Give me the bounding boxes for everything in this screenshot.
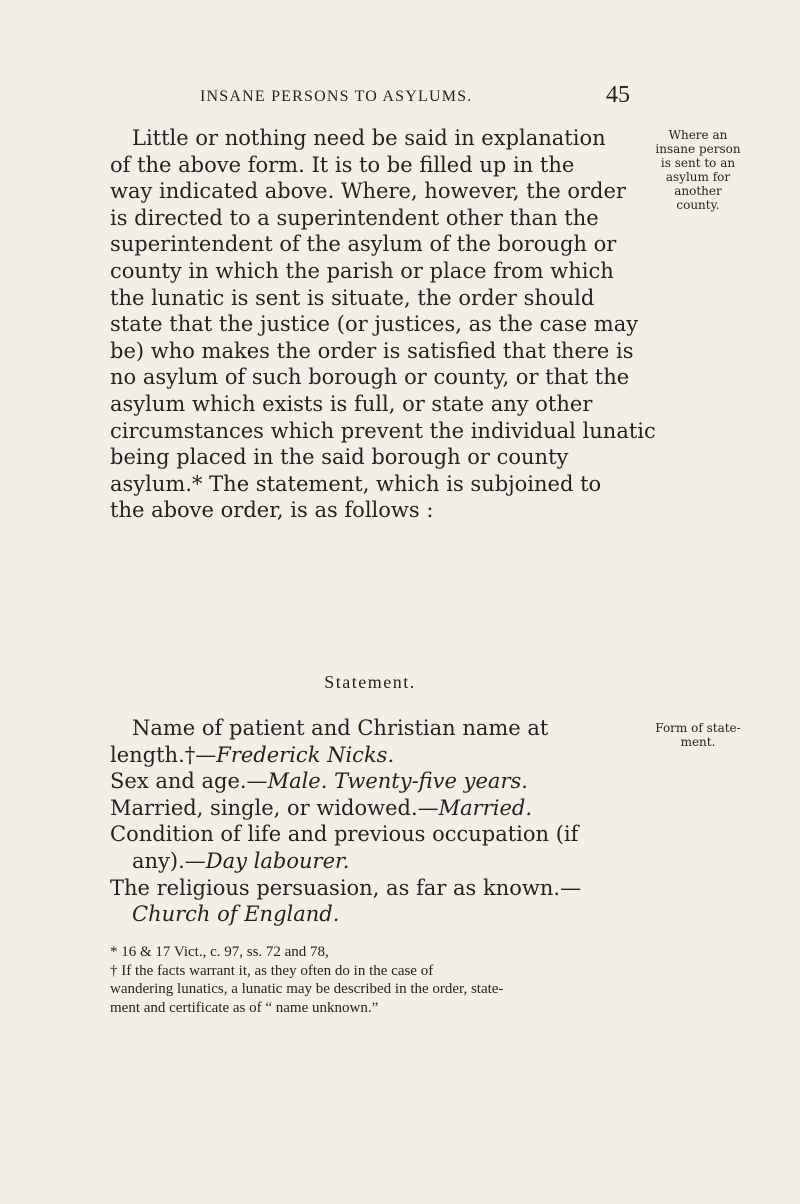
margin-note-form [638,721,758,749]
statement-value: Frederick Nicks. [216,742,395,767]
statement-line [110,901,630,928]
paragraph-line: state that the justice (or justices, as the case may [110,312,639,337]
paragraph-line: no asylum of such borough or county, or that the [110,365,630,390]
margin-note-line: Where an [668,128,728,142]
paragraph-line: is directed to a superintendent other than the [110,205,599,230]
margin-note-line: insane person [655,142,741,156]
paragraph-line: way indicated above. Where, however, the order [110,179,626,204]
explanation-paragraph [110,125,656,524]
paragraph-line: Little or nothing need be said in explanation [132,126,606,150]
statement-line: Married, single, or widowed.—Married. [110,795,533,820]
statement-line: The religious persuasion, as far as known.— [110,875,582,900]
paragraph-line: circumstances which prevent the individual lunatic [110,418,656,443]
page-number: 45 [606,82,630,108]
margin-note-line: county. [676,198,720,212]
footnotes [110,943,630,1017]
statement-value: Church of England. [132,902,340,927]
paragraph-line: of the above form. It is to be filled up in the [110,152,575,177]
paragraph-line: being placed in the said borough or county [110,445,569,470]
statement-line: Sex and age.—Male. Twenty-five years. [110,769,528,794]
statement-value: Married. [438,795,533,820]
footnote: * 16 & 17 Vict., c. 97, ss. 72 and 78, [110,944,329,960]
statement-value: Day labourer. [205,848,350,873]
margin-note-line: ment. [680,735,716,749]
statement-value: Male. Twenty-five years. [267,769,528,794]
statement-line: Condition of life and previous occupation (if [110,822,579,847]
margin-note-asylum [638,128,758,212]
footnote: † If the facts warrant it, as they often do in the case of [110,962,434,979]
footnote-continued: ment and certificate as of “ name unknown.” [110,999,379,1016]
margin-note-line: asylum for [665,170,731,184]
paragraph-line: county in which the parish or place from which [110,258,614,283]
footnote-continued: wandering lunatics, a lunatic may be described in the order, state- [110,981,504,997]
statement-line: length.†—Frederick Nicks. [110,742,395,767]
paragraph-line: the above order, is as follows : [110,498,434,523]
statement-form [110,715,630,928]
margin-note-line: is sent to an [660,156,736,170]
paragraph-line: asylum.* The statement, which is subjoined to [110,471,602,496]
paragraph-line: the lunatic is sent is situate, the order should [110,285,595,310]
statement-line: any).—Day labourer. [132,848,350,873]
statement-heading: Statement. [324,672,416,692]
paragraph-line: superintendent of the asylum of the borough or [110,232,617,257]
paragraph-line: be) who makes the order is satisfied that there is [110,338,634,363]
margin-note-line: Form of state- [655,721,741,735]
running-title: INSANE PERSONS TO ASYLUMS. [200,88,473,105]
statement-line: Name of patient and Christian name at [132,716,549,740]
paragraph-line: asylum which exists is full, or state any other [110,391,593,416]
margin-note-line: another [674,184,722,198]
